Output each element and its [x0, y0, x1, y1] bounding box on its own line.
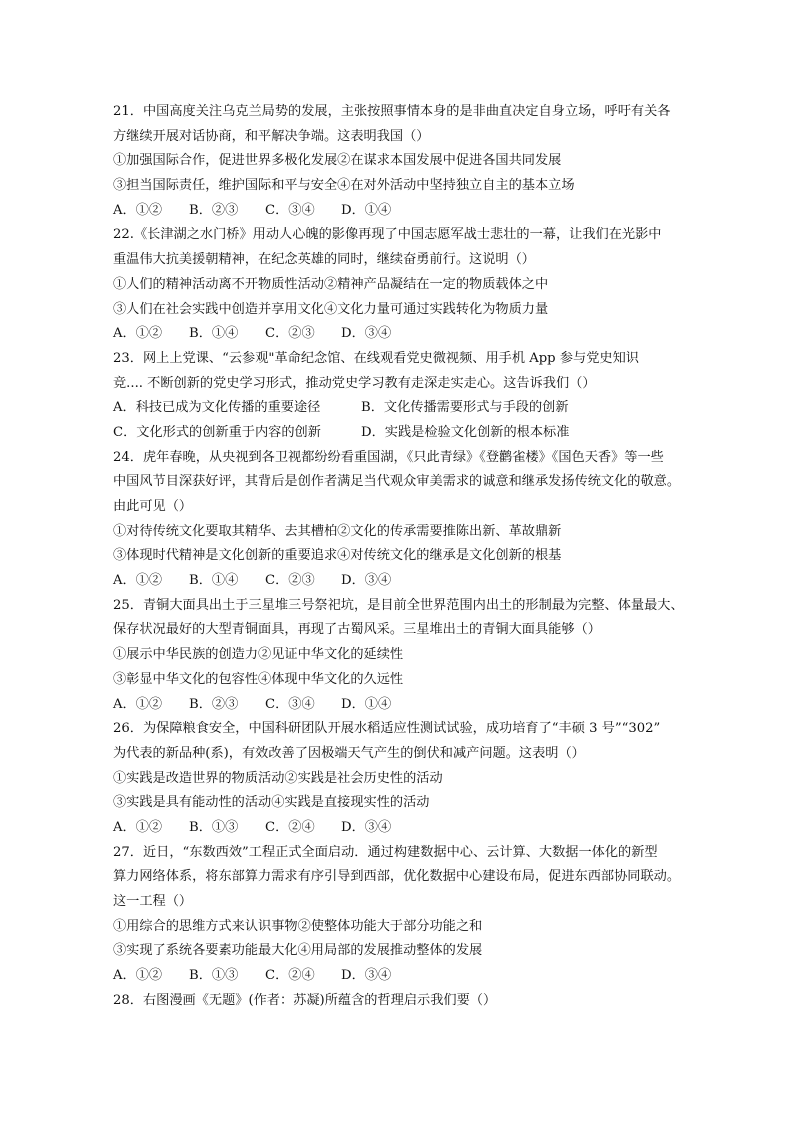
answer-option[interactable]: B．①④	[189, 326, 239, 342]
options-row	[113, 569, 703, 594]
question-block	[113, 841, 703, 989]
answer-option[interactable]: D．③④	[341, 819, 392, 835]
answer-option[interactable]: B．①④	[189, 573, 239, 589]
answer-option[interactable]: D．③④	[341, 326, 392, 342]
options-row	[113, 693, 703, 718]
statement-line: ①实践是改造世界的物质活动②实践是社会历史性的活动	[113, 770, 443, 786]
question-block	[113, 347, 703, 446]
answer-option[interactable]: C．②③	[265, 326, 315, 342]
answer-option[interactable]: B．②③	[189, 696, 239, 712]
answer-option[interactable]: B．文化传播需要形式与手段的创新	[361, 400, 569, 416]
question-stem-line: 竞.... 不断创新的党史学习形式，推动党史学习教有走深走实走心。这告诉我们（）	[113, 375, 596, 391]
answer-option[interactable]: A．①②	[113, 202, 163, 218]
answer-option[interactable]: D．③④	[341, 968, 392, 984]
answer-option[interactable]: A．科技已成为文化传播的重要途径	[113, 400, 321, 416]
answer-option[interactable]: A．①②	[113, 819, 163, 835]
answer-option[interactable]: D．实践是检验文化创新的根本标准	[361, 424, 570, 440]
question-block	[113, 223, 703, 346]
statement-line: ①展示中华民族的创造力②见证中华文化的延续性	[113, 647, 404, 663]
question-block	[113, 989, 703, 1014]
question-block	[113, 446, 703, 594]
question-block	[113, 100, 703, 223]
answer-option[interactable]: A．①②	[113, 968, 163, 984]
answer-option[interactable]: B．①③	[189, 968, 239, 984]
options-row	[113, 964, 703, 989]
question-block	[113, 717, 703, 840]
answer-option[interactable]: C．文化形式的创新重于内容的创新	[113, 424, 321, 440]
question-stem-line: 28．右图漫画《无题》(作者：苏凝)所蕴含的哲理启示我们要（）	[113, 992, 497, 1008]
answer-option[interactable]: C．②④	[265, 819, 315, 835]
statement-line: ③人们在社会实践中创造并享用文化④文化力量可通过实践转化为物质力量	[113, 301, 549, 317]
question-stem-line: 方继续开展对话协商，和平解决争端。这表明我国（）	[113, 128, 430, 144]
question-stem-line: 24．虎年春晚，从央视到各卫视都纷纷看重国湖，《只此青绿》《登鹳雀楼》《国色天香》等一些	[113, 449, 664, 465]
options-row	[113, 322, 703, 347]
answer-option[interactable]: A．①②	[113, 573, 163, 589]
answer-option[interactable]: D．①④	[341, 696, 392, 712]
statement-line: ③实现了系统各要素功能最大化④用局部的发展推动整体的发展	[113, 943, 483, 959]
statement-line: ①用综合的思维方式来认识事物②使整体功能大于部分功能之和	[113, 918, 483, 934]
answer-option[interactable]: C．②③	[265, 573, 315, 589]
question-stem-line: 26．为保障粮食安全，中国科研团队开展水稻适应性测试试验，成功培育了“丰硕 3 号”“302”	[113, 721, 661, 737]
question-stem-line: 重温伟大抗美援朝精神，在纪念英雄的同时，继续奋勇前行。这说明（）	[113, 252, 535, 268]
question-stem-line: 27．近日，“东数西效”工程正式全面启动．通过构建数据中心、云计算、大数据一体化的新型	[113, 844, 658, 860]
statement-line: ③体现时代精神是文化创新的重要追求④对传统文化的继承是文化创新的根基	[113, 548, 562, 564]
answer-option[interactable]: A．①②	[113, 326, 163, 342]
question-list	[113, 100, 703, 1013]
statement-line: ③实践是具有能动性的活动④实践是直接现实性的活动	[113, 795, 430, 811]
question-stem-line: 25．青铜大面具出土于三星堆三号祭祀坑，是目前全世界范围内出土的形制最为完整、体量最大、	[113, 597, 684, 613]
answer-option[interactable]: B．①③	[189, 819, 239, 835]
statement-line: ①加强国际合作，促进世界多极化发展②在谋求本国发展中促进各国共同发展	[113, 153, 562, 169]
statement-line: ③担当国际责任，维护国际和平与安全④在对外活动中坚持独立自主的基本立场	[113, 178, 575, 194]
options-row	[113, 199, 703, 224]
statement-line: ①对待传统文化要取其精华、去其槽柏②文化的传承需要推陈出新、革故鼎新	[113, 523, 562, 539]
options-row	[113, 396, 703, 421]
question-stem-line: 23．网上上党课、“云参观"革命纪念馆、在线观看党史微视频、用手机 App 参与党史知识	[113, 350, 639, 366]
question-block	[113, 594, 703, 717]
question-stem-line: 22.《长津湖之水门桥》用动人心魄的影像再现了中国志愿军战士悲壮的一幕，让我们在光影中	[113, 227, 662, 243]
question-stem-line: 这一工程（）	[113, 894, 193, 909]
question-stem-line: 由此可见（）	[113, 499, 193, 514]
question-stem-line: 21．中国高度关注乌克兰局势的发展，主张按照事情本身的是非曲直决定自身立场，呼吁有关各	[113, 104, 671, 119]
options-row	[113, 421, 703, 446]
question-stem-line: 保存状况最好的大型青铜面具，再现了古蜀风采。三星堆出土的青铜大面具能够（）	[113, 622, 601, 638]
answer-option[interactable]: B．②③	[189, 202, 239, 218]
question-stem-line: 算力网络体系，将东部算力需求有序引导到西部，优化数据中心建设布局，促进东西部协同联动。	[113, 869, 681, 885]
statement-line: ③彰显中华文化的包容性④体现中华文化的久远性	[113, 671, 404, 687]
answer-option[interactable]: D．③④	[341, 573, 392, 589]
answer-option[interactable]: C．③④	[265, 202, 315, 218]
statement-line: ①人们的精神活动离不开物质性活动②精神产品凝结在一定的物质载体之中	[113, 276, 549, 292]
question-stem-line: 为代表的新品种(系)，有效改善了因极端天气产生的倒伏和减产问题。这表明（）	[113, 745, 585, 761]
answer-option[interactable]: C．③④	[265, 696, 315, 712]
answer-option[interactable]: A．①②	[113, 696, 163, 712]
answer-option[interactable]: C．②④	[265, 968, 315, 984]
answer-option[interactable]: D．①④	[341, 202, 392, 218]
options-row	[113, 816, 703, 841]
question-stem-line: 中国风节目深获好评，其背后是创作者满足当代观众审美需求的诚意和继承发扬传统文化的敬意。	[113, 474, 681, 490]
